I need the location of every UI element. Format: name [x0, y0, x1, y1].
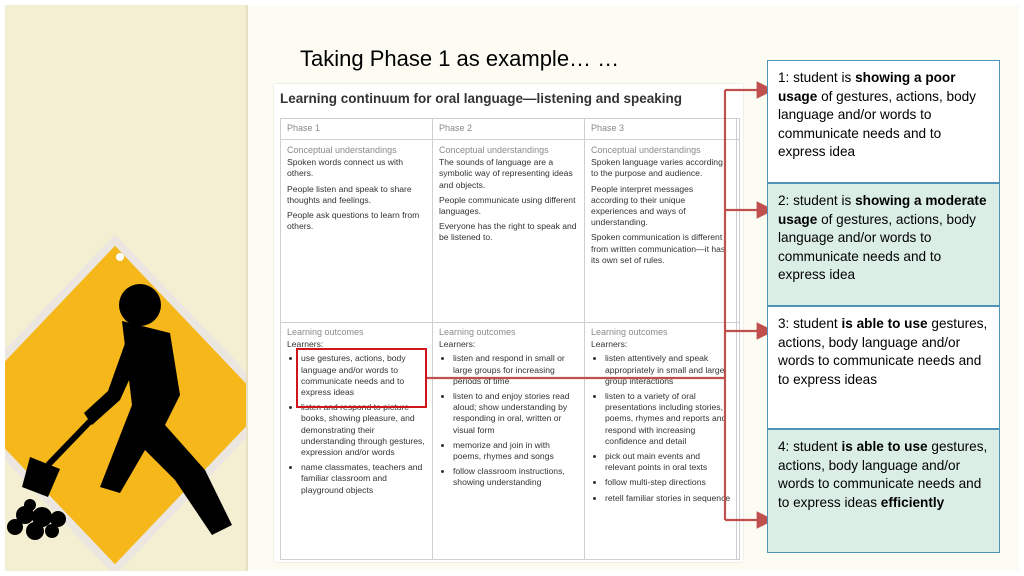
section-label: Learning outcomes: [591, 327, 668, 337]
phase-3-header: Phase 3: [591, 123, 625, 133]
level-3-box: [767, 306, 1000, 429]
phase-1-header: Phase 1: [287, 123, 321, 133]
level-text: of gestures, actions, body language and/or words to communicate needs and to express idea: [778, 211, 976, 283]
outcome-item: • follow multi-step directions: [605, 477, 731, 488]
concept-text: People ask questions to learn from others.: [287, 210, 420, 232]
level-4-box: [767, 429, 1000, 553]
level-text: gestures, actions, body language and/or words to communicate needs and to express ideas: [778, 439, 988, 510]
section-label: Conceptual understandings: [287, 145, 397, 155]
section-label: Conceptual understandings: [439, 145, 549, 155]
section-label: Learning outcomes: [287, 327, 364, 337]
slide-title: Taking Phase 1 as example… …: [300, 46, 620, 71]
level-1-box: [767, 60, 1000, 183]
outcome-item: • listen and respond to picture books, showing pleasure, and demonstrating their understanding through gestures, expression and/or words: [301, 402, 427, 458]
outcome-item: • name classmates, teachers and familiar classroom and playground objects: [301, 462, 427, 496]
level-emphasis: showing a poor usage: [778, 70, 956, 104]
outcome-item: • listen to a variety of oral presentations including stories, poems, rhymes and reports and respond with increasing confidence and detail: [605, 391, 731, 447]
level-text: 3: student: [778, 316, 842, 331]
level-emphasis: showing a moderate usage: [778, 193, 987, 227]
concept-text: People listen and speak to share thoughts and feelings.: [287, 183, 412, 205]
level-2-box: [767, 183, 1000, 306]
concept-text: People communicate using different languages.: [439, 194, 576, 217]
outcome-item: • listen attentively and speak appropriately in small and large group interactions: [605, 353, 731, 387]
level-text: 1: student is: [778, 70, 856, 85]
level-emphasis: is able to use: [841, 439, 928, 454]
level-emphasis: is able to use: [841, 316, 928, 331]
concept-text: People interpret messages according to their unique experiences and ways of understanding.: [591, 183, 694, 228]
outcome-item: • memorize and join in with poems, rhymes and songs: [453, 440, 579, 462]
learners-label: Learners:: [287, 339, 324, 350]
phase-2-header: Phase 2: [439, 123, 473, 133]
outcome-item: • listen and respond in small or large groups for increasing periods of time: [453, 353, 579, 387]
section-label: Conceptual understandings: [591, 145, 701, 155]
learners-label: Learners:: [591, 339, 628, 350]
level-text: 2: student is: [778, 193, 856, 208]
outcome-item: • listen to and enjoy stories read aloud; show understanding by responding in oral, written or visual form: [453, 391, 579, 436]
outcome-item: • retell familiar stories in sequence: [605, 493, 731, 504]
document-title: Learning continuum for oral language—listening and speaking: [280, 91, 683, 106]
concept-text: Spoken words connect us with others.: [287, 157, 404, 179]
concept-text: Spoken communication is different from written communication—it has its own set of rules.: [591, 232, 726, 265]
level-text: 4: student: [778, 439, 842, 454]
concept-text: The sounds of language are a symbolic way of representing ideas and objects.: [439, 157, 573, 190]
level-text: gestures, actions, body language and/or words to communicate needs and to express ideas: [778, 316, 988, 387]
learners-label: Learners:: [439, 339, 476, 350]
outcome-item: • follow classroom instructions, showing understanding: [453, 466, 579, 488]
section-label: Learning outcomes: [439, 327, 516, 337]
level-emphasis: efficiently: [880, 494, 945, 510]
outcome-item: • pick out main events and relevant points in oral texts: [605, 451, 731, 473]
level-text: of gestures, actions, body language and/or words to communicate needs and to express idea: [778, 88, 976, 160]
outcome-item: • use gestures, actions, body language and/or words to communicate needs and to express ideas: [301, 353, 427, 398]
concept-text: Spoken language varies according to the purpose and audience.: [591, 157, 723, 179]
concept-text: Everyone has the right to speak and be listened to.: [439, 221, 577, 243]
